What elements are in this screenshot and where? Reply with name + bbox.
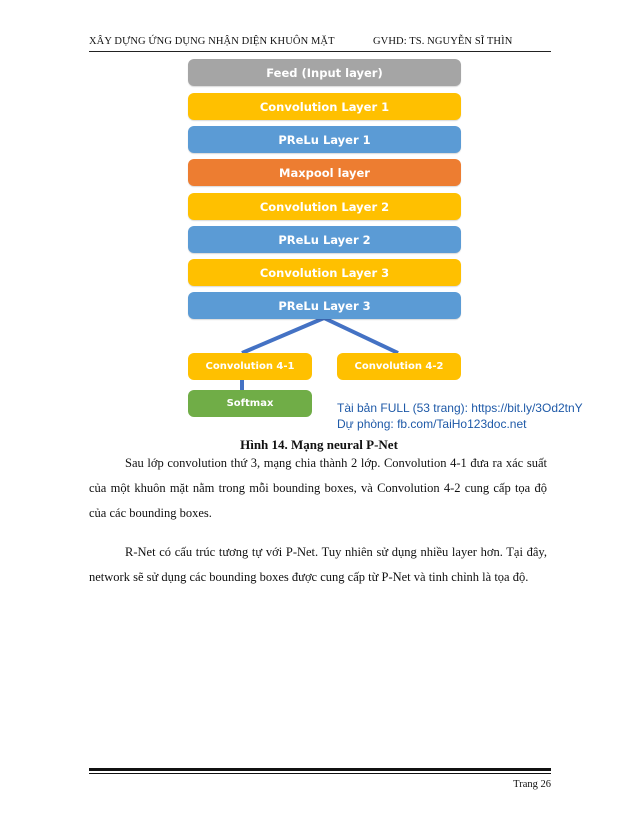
layer-conv4-2: Convolution 4-2 (337, 353, 461, 380)
layer-feed: Feed (Input layer) (188, 59, 461, 86)
footer-rule-thick (89, 768, 551, 771)
connector-right (324, 318, 398, 353)
layer-prelu2: PReLu Layer 2 (188, 226, 461, 253)
figure-caption: Hình 14. Mạng neural P-Net (240, 437, 398, 452)
layer-conv4-1: Convolution 4-1 (188, 353, 312, 380)
page-number: Trang 26 (513, 779, 551, 790)
layer-softmax: Softmax (188, 390, 312, 417)
footer-rule-thin (89, 773, 551, 774)
download-link-line[interactable]: Tài bản FULL (53 trang): https://bit.ly/3Od2tnY (337, 401, 583, 415)
layer-maxpool: Maxpool layer (188, 159, 461, 186)
paragraph-2: R-Net có cấu trúc tương tự với P-Net. Tuy nhiên sử dụng nhiều layer hơn. Tại đây, network sẽ sử dụng các bounding boxes được cung cấp từ P-Net và tinh chỉnh là tọa độ. (89, 545, 547, 584)
backup-link-line[interactable]: Dự phòng: fb.com/TaiHo123doc.net (337, 417, 527, 431)
layer-conv3: Convolution Layer 3 (188, 259, 461, 286)
layer-prelu1: PReLu Layer 1 (188, 126, 461, 153)
header-title: XÂY DỰNG ỨNG DỤNG NHẬN DIỆN KHUÔN MẶT (89, 36, 335, 47)
download-note (337, 400, 583, 432)
paragraph-1: Sau lớp convolution thứ 3, mạng chia thành 2 lớp. Convolution 4-1 đưa ra xác suất của một khuôn mặt nằm trong mỗi bounding boxes, và Convolution 4-2 cung cấp tọa độ của các bounding boxes. (89, 456, 547, 520)
layer-conv2: Convolution Layer 2 (188, 193, 461, 220)
header-advisor: GVHD: TS. NGUYỄN SĨ THÌN (373, 36, 513, 47)
layer-conv1: Convolution Layer 1 (188, 93, 461, 120)
connector-left (242, 318, 324, 353)
layer-prelu3: PReLu Layer 3 (188, 292, 461, 319)
